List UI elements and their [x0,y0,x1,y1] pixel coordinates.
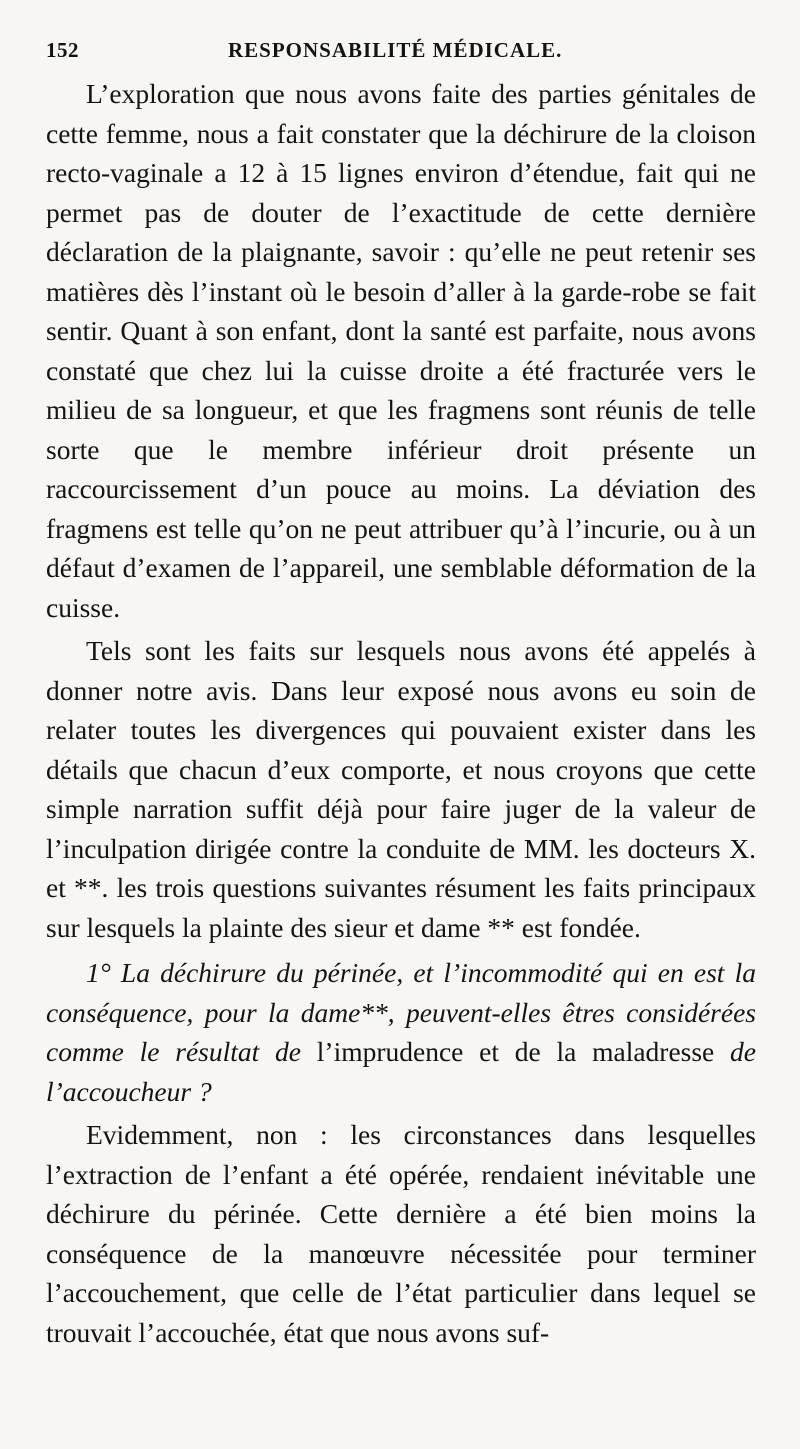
question-1-end: de l’accoucheur ? [46,1036,756,1107]
paragraph-exploration: L’exploration que nous avons faite des parties génitales de cette femme, nous a fait constater que la déchirure de la cloison recto-vaginale a 12 à 15 lignes environ d’étendue, fait qui ne permet pas de douter de l’exactitude de cette dernière déclaration de la plaignante, savoir : qu’elle ne peut retenir ses matières dès l’instant où le besoin d’aller à la garde-robe se fait sentir. Quant à son enfant, dont la santé est parfaite, nous avons constaté que chez lui la cuisse droite a été fracturée vers le milieu de sa longueur, et que les fragmens sont réunis de telle sorte que le membre inférieur droit présente un raccourcissement d’un pouce au moins. La déviation des fragmens est telle qu’on ne peut attribuer qu’à l’incurie, ou à un défaut d’examen de l’appareil, une semblable déformation de la cuisse. [46,78,756,623]
running-title: RESPONSABILITÉ MÉDICALE. [228,38,563,62]
body-text [46,74,756,947]
running-head [46,30,756,74]
question-1 [46,953,756,1111]
page-number: 152 [46,38,79,62]
paragraph-faits: Tels sont les faits sur lesquels nous avons été appelés à donner notre avis. Dans leur exposé nous avons eu soin de relater toutes les divergences qui pouvaient exister dans les détails que chacun d’eux comporte, et nous croyons que cette simple narration suffit déjà pour faire juger de la valeur de l’inculpation dirigée contre la conduite de MM. les docteurs X. et **. les trois questions suivantes résument les faits principaux sur lesquels la plainte des sieur et dame ** est fondée. [46,635,756,943]
body-text-2 [46,1115,756,1352]
paragraph-evidemment: Evidemment, non : les circonstances dans lesquelles l’extraction de l’enfant a été opérée, rendaient inévitable une déchirure du périnée. Cette dernière a été bien moins la conséquence de la manœuvre nécessitée pour terminer l’accouchement, que celle de l’état particulier dans lequel se trouvait l’accouchée, état que nous avons suf- [46,1119,756,1348]
question-1-roman: l’imprudence et de la maladresse [316,1036,715,1067]
question-1-italic: 1° La déchirure du périnée, et l’incommodité qui en est la conséquence, pour la dame**, peuvent-elles êtres considérées comme le résultat de [46,957,756,1067]
